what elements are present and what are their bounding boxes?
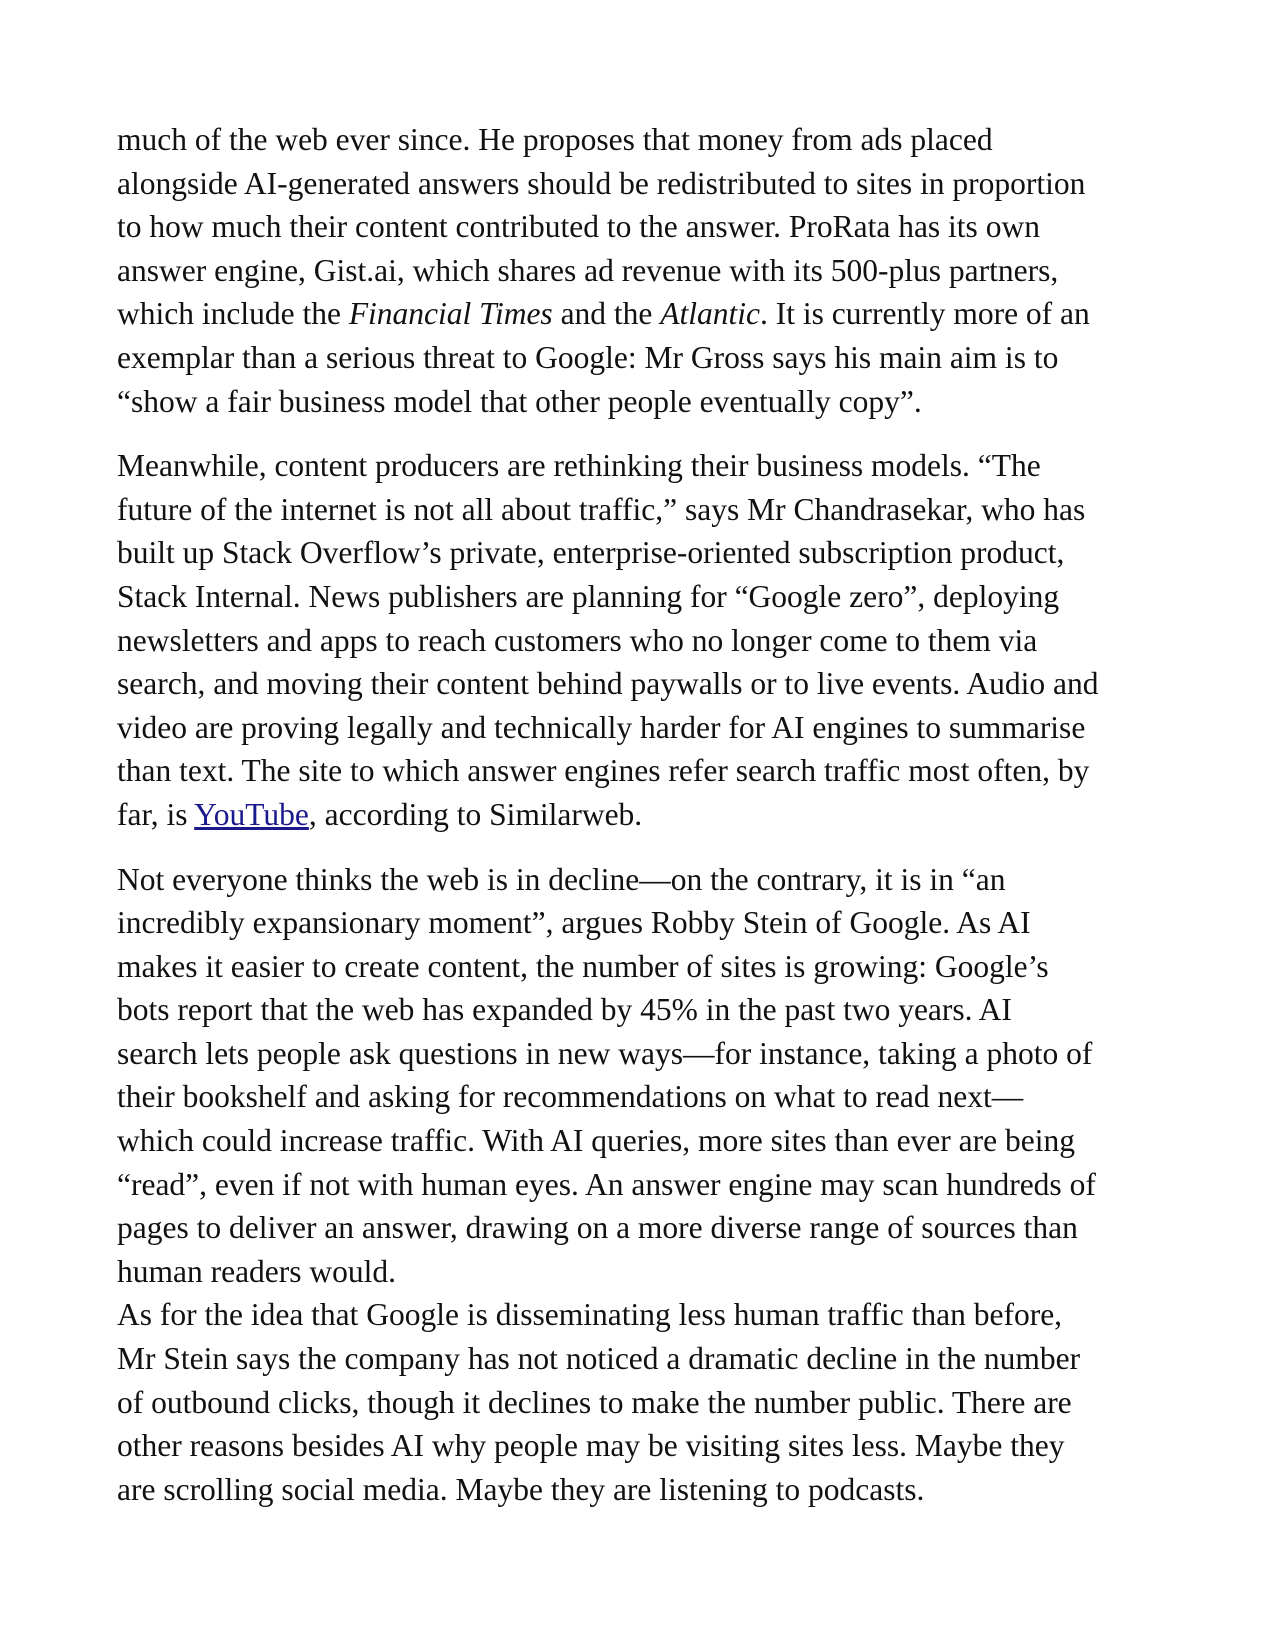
text-line: future of the internet is not all about traffic,” says Mr Chandrasekar, who has — [117, 491, 1086, 527]
paragraph-web-expansion — [117, 858, 1162, 1294]
text-run: which include the — [117, 296, 349, 332]
paragraph-google-traffic — [117, 1293, 1162, 1511]
text-line — [117, 292, 1162, 336]
text-line — [117, 793, 1162, 837]
italic-title-atlantic: Atlantic — [660, 296, 761, 332]
text-line: are scrolling social media. Maybe they are listening to podcasts. — [117, 1471, 925, 1507]
youtube-link[interactable]: YouTube — [194, 796, 309, 832]
paragraph-content-producers — [117, 444, 1162, 836]
text-line: “show a fair business model that other people eventually copy”. — [117, 383, 922, 419]
text-line: bots report that the web has expanded by 45% in the past two years. AI — [117, 992, 1012, 1028]
text-line: much of the web ever since. He proposes that money from ads placed — [117, 122, 993, 157]
text-line: Stack Internal. News publishers are planning for “Google zero”, deploying — [117, 578, 1060, 614]
text-line: human readers would. — [117, 1253, 397, 1289]
text-line: makes it easier to create content, the number of sites is growing: Google’s — [117, 948, 1049, 984]
text-line: built up Stack Overflow’s private, enterprise-oriented subscription product, — [117, 535, 1065, 571]
text-line: Meanwhile, content producers are rethinking their business models. “The — [117, 448, 1041, 484]
text-run: and the — [552, 296, 661, 332]
text-line: As for the idea that Google is disseminating less human traffic than before, — [117, 1297, 1063, 1333]
italic-title-financial-times: Financial Times — [348, 296, 553, 332]
text-line: alongside AI-generated answers should be redistributed to sites in proportion — [117, 165, 1086, 201]
text-line: of outbound clicks, though it declines to make the number public. There are — [117, 1384, 1072, 1420]
text-line: which could increase traffic. With AI queries, more sites than ever are being — [117, 1123, 1075, 1159]
paragraph-prorata — [117, 118, 1162, 423]
text-line: answer engine, Gist.ai, which shares ad revenue with its 500-plus partners, — [117, 252, 1059, 288]
text-line: Not everyone thinks the web is in decline—on the contrary, it is in “an — [117, 861, 1006, 897]
text-line: Mr Stein says the company has not noticed a dramatic decline in the number — [117, 1341, 1081, 1377]
text-line: than text. The site to which answer engines refer search traffic most often, by — [117, 753, 1090, 789]
text-line: to how much their content contributed to the answer. ProRata has its own — [117, 209, 1040, 245]
text-line: incredibly expansionary moment”, argues Robby Stein of Google. As AI — [117, 905, 1031, 941]
text-line: search, and moving their content behind paywalls or to live events. Audio and — [117, 666, 1099, 702]
text-line: search lets people ask questions in new ways—for instance, taking a photo of — [117, 1035, 1093, 1071]
text-line: “read”, even if not with human eyes. An answer engine may scan hundreds of — [117, 1166, 1096, 1202]
text-run: , according to Similarweb. — [308, 796, 643, 832]
text-line: their bookshelf and asking for recommendations on what to read next— — [117, 1079, 1024, 1115]
text-line: other reasons besides AI why people may be visiting sites less. Maybe they — [117, 1428, 1065, 1464]
text-run: far, is — [117, 796, 195, 832]
text-run: . It is currently more of an — [760, 296, 1090, 332]
text-line: exemplar than a serious threat to Google: Mr Gross says his main aim is to — [117, 339, 1059, 375]
text-line: newsletters and apps to reach customers who no longer come to them via — [117, 622, 1038, 658]
article-body — [117, 118, 1162, 1511]
text-line: video are proving legally and technically harder for AI engines to summarise — [117, 709, 1086, 745]
text-line: pages to deliver an answer, drawing on a more diverse range of sources than — [117, 1210, 1078, 1246]
